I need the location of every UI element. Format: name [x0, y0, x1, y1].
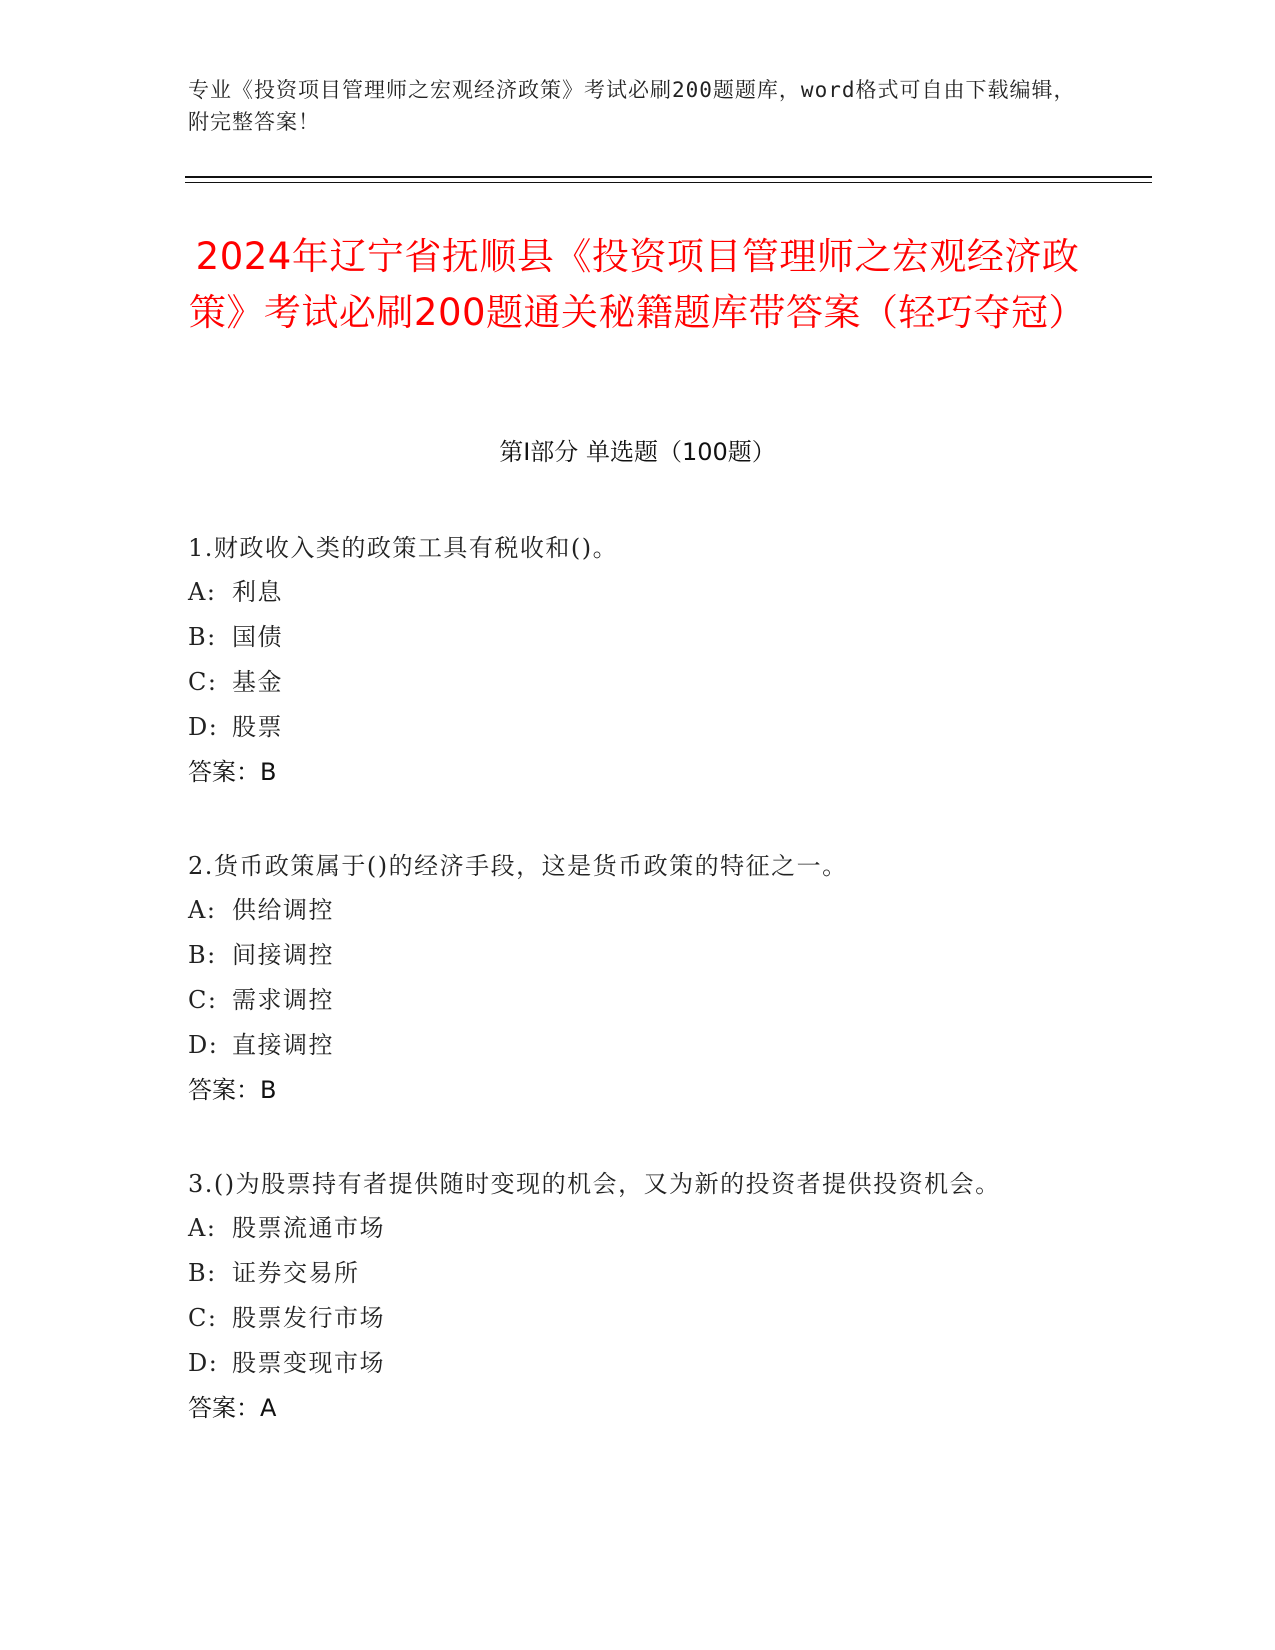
answer-line: 答案：B [188, 1076, 277, 1104]
option-d [188, 1023, 1068, 1068]
option-letter: D: [188, 1349, 219, 1377]
option-c [188, 1296, 1068, 1341]
option-text: 股票 [232, 713, 283, 741]
option-c [188, 660, 1068, 705]
header-divider-thin [185, 182, 1152, 183]
option-letter: C: [188, 668, 218, 696]
question-1 [188, 526, 1068, 795]
option-letter: B: [188, 941, 217, 969]
answer-line: 答案：B [188, 758, 277, 786]
document-title: 2024年辽宁省抚顺县《投资项目管理师之宏观经济政策》考试必刷200题通关秘籍题库带答案（轻巧夺冠） [188, 235, 1087, 334]
option-text: 国债 [232, 623, 283, 651]
option-text: 证券交易所 [232, 1259, 360, 1287]
header-divider-thick [185, 176, 1152, 178]
option-a [188, 888, 1068, 933]
option-text: 间接调控 [232, 941, 334, 969]
option-a [188, 1206, 1068, 1251]
option-c [188, 978, 1068, 1023]
option-letter: B: [188, 623, 217, 651]
answer-line: 答案：A [188, 1394, 277, 1422]
option-letter: A: [188, 1214, 217, 1242]
option-b [188, 615, 1068, 660]
option-text: 需求调控 [232, 986, 334, 1014]
option-letter: D: [188, 1031, 219, 1059]
option-text: 股票发行市场 [232, 1304, 385, 1332]
question-stem: 1.财政收入类的政策工具有税收和()。 [188, 534, 619, 562]
option-text: 直接调控 [232, 1031, 334, 1059]
option-text: 供给调控 [232, 896, 334, 924]
option-letter: A: [188, 896, 217, 924]
option-letter: C: [188, 986, 218, 1014]
option-d [188, 705, 1068, 750]
option-letter: C: [188, 1304, 218, 1332]
option-b [188, 1251, 1068, 1296]
option-a [188, 570, 1068, 615]
option-letter: A: [188, 578, 217, 606]
option-text: 股票流通市场 [232, 1214, 385, 1242]
option-text: 利息 [232, 578, 283, 606]
option-d [188, 1341, 1068, 1386]
option-text: 基金 [232, 668, 283, 696]
question-stem: 2.货币政策属于()的经济手段，这是货币政策的特征之一。 [188, 852, 848, 880]
option-b [188, 933, 1068, 978]
question-2 [188, 844, 1068, 1113]
question-3 [188, 1162, 1068, 1431]
section-title: 第Ⅰ部分 单选题（100题） [499, 438, 776, 466]
option-letter: B: [188, 1259, 217, 1287]
option-letter: D: [188, 713, 219, 741]
header-note: 专业《投资项目管理师之宏观经济政策》考试必刷200题题库，word格式可自由下载编辑，附完整答案！ [188, 78, 1076, 134]
option-text: 股票变现市场 [232, 1349, 385, 1377]
question-stem: 3.()为股票持有者提供随时变现的机会，又为新的投资者提供投资机会。 [188, 1170, 1001, 1198]
